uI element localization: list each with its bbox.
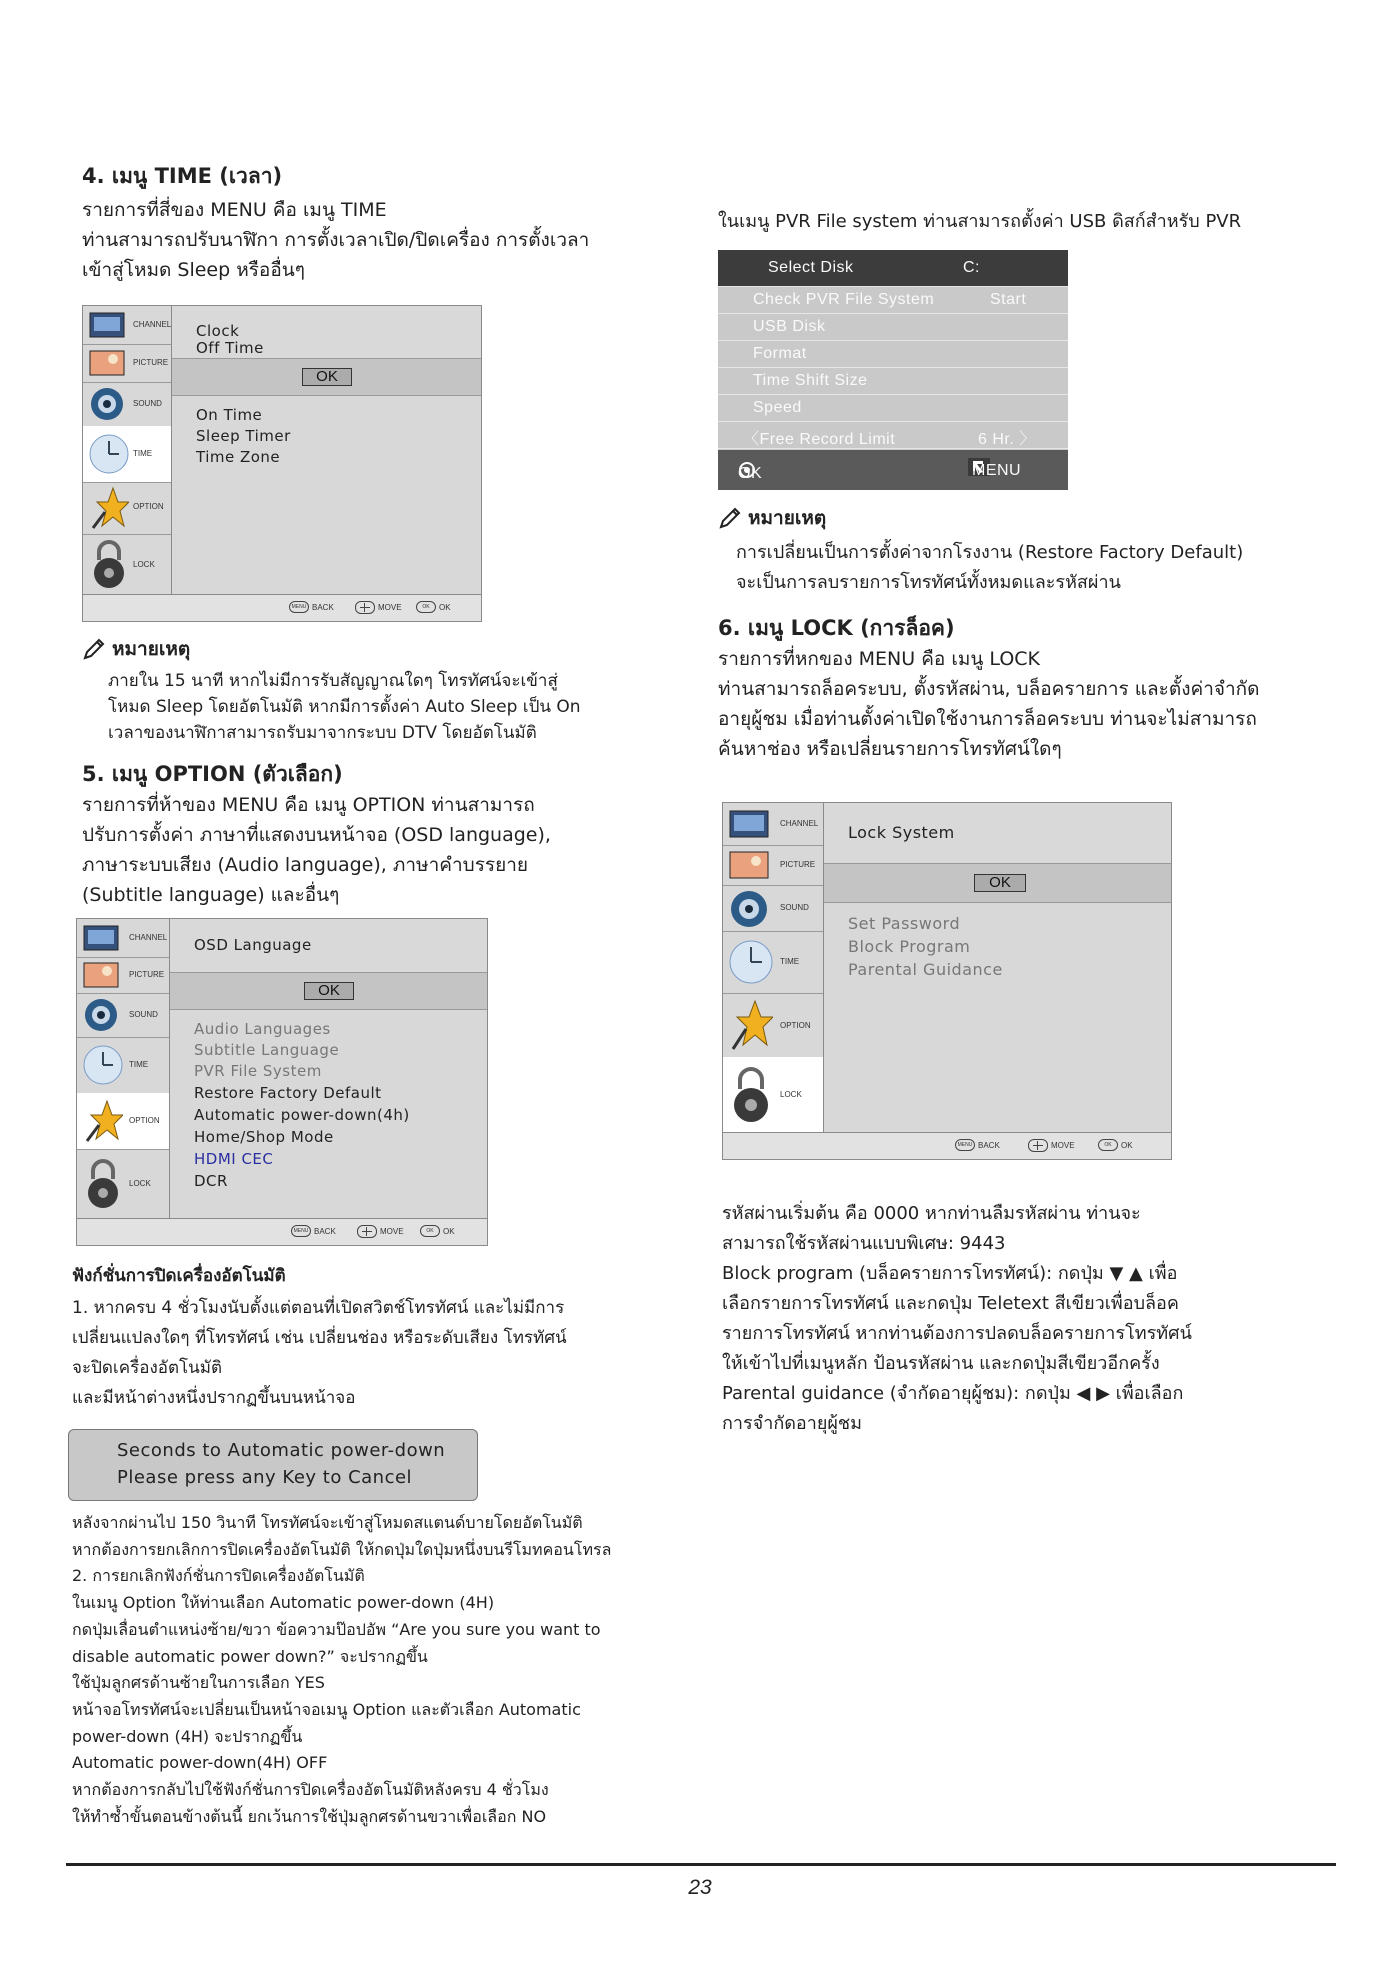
- menu-content: [824, 803, 1171, 1133]
- text-line: การจำกัดอายุผู้ชม: [722, 1413, 863, 1434]
- section-5-title: 5. เมนู OPTION (ตัวเลือก): [82, 762, 343, 786]
- ok-key-icon: OK: [416, 601, 436, 613]
- menu-item-block-program: Block Program: [848, 937, 971, 956]
- ok-hint: OK OK: [420, 1225, 455, 1237]
- page-number: 23: [688, 1876, 712, 1899]
- sidebar-item-lock: [83, 534, 171, 594]
- menu-key-icon: MENU: [955, 1139, 975, 1151]
- pvr-intro: ในเมนู PVR File system ท่านสามารถตั้งค่า USB ดิสก์สำหรับ PVR: [718, 211, 1242, 232]
- time-menu-screenshot: [82, 305, 482, 622]
- sidebar-item-sound: [723, 885, 823, 932]
- pvr-row-format: Format: [718, 341, 1068, 368]
- text-line: จะเป็นการลบรายการโทรทัศน์ทั้งหมดและรหัสผ่าน: [736, 572, 1121, 593]
- text-line: ท่านสามารถปรับนาฬิกา การตั้งเวลาเปิด/ปิดเครื่อง การตั้งเวลา: [82, 229, 590, 251]
- menu-ok-bar: [172, 359, 481, 396]
- power-down-popup: [68, 1429, 478, 1501]
- menu-item-time-zone: Time Zone: [196, 448, 281, 466]
- footer-rule: [66, 1863, 1336, 1866]
- menu-ok-bar: [824, 864, 1171, 903]
- pencil-icon: [718, 506, 742, 530]
- sidebar-label: TIME: [129, 1060, 149, 1069]
- menu-item-sleep-timer: Sleep Timer: [196, 427, 291, 445]
- menu-sidebar: [83, 306, 172, 595]
- note-1-title: หมายเหตุ: [82, 634, 190, 664]
- menu-item-clock: Clock: [196, 322, 240, 340]
- sidebar-label: CHANNEL: [133, 320, 172, 329]
- pvr-footer: [718, 450, 1068, 490]
- sidebar-label: PICTURE: [129, 970, 165, 979]
- lock-instructions: [722, 1199, 1192, 1439]
- text-line: (Subtitle language) และอื่นๆ: [82, 884, 340, 906]
- text-line: เปลี่ยนแปลงใดๆ ที่โทรทัศน์ เช่น เปลี่ยนช่อง หรือระดับเสียง โทรทัศน์: [72, 1328, 567, 1348]
- menu-item-parental-guidance: Parental Guidance: [848, 960, 1003, 979]
- text-line: 2. การยกเลิกฟังก์ชั่นการปิดเครื่องอัตโนมัติ: [72, 1566, 365, 1586]
- sidebar-item-lock: [723, 1057, 823, 1133]
- text-line: รายการโทรทัศน์ หากท่านต้องการปลดบล็อครายการโทรทัศน์: [722, 1323, 1192, 1344]
- ok-hint: OK OK: [416, 601, 451, 613]
- sidebar-item-picture: [83, 344, 171, 383]
- text-line: ให้ทำซ้ำขั้นตอนข้างต้นนี้ ยกเว้นการใช้ปุ่มลูกศรด้านขวาเพื่อเลือก NO: [72, 1806, 547, 1826]
- text-line: กดปุ่มเลื่อนตำแหน่งซ้าย/ขวา ข้อความป๊อปอัพ “Are you sure you want to: [72, 1619, 601, 1639]
- menu-item-pvr-file-system: PVR File System: [194, 1062, 322, 1080]
- section-4-title: 4. เมนู TIME (เวลา): [82, 164, 283, 188]
- sidebar-label: CHANNEL: [780, 819, 819, 828]
- text-line: รหัสผ่านเริ่มต้น คือ 0000 หากท่านลืมรหัสผ่าน ท่านจะ: [722, 1203, 1141, 1224]
- menu-item-on-time: On Time: [196, 406, 263, 424]
- move-hint: MOVE: [355, 601, 402, 614]
- text-line: หากต้องการกลับไปใช้ฟังก์ชั่นการปิดเครื่องอัตโนมัติหลังครบ 4 ชั่วโมง: [72, 1780, 549, 1800]
- pvr-row-select-disk: Select Disk C:: [718, 250, 1068, 287]
- sidebar-item-option: [83, 482, 171, 535]
- text-line: 1. หากครบ 4 ชั่วโมงนับตั้งแต่ตอนที่เปิดสวิตช์โทรทัศน์ และไม่มีการ: [72, 1298, 565, 1318]
- menu-item-set-password: Set Password: [848, 914, 961, 933]
- ok-key-icon: OK: [420, 1225, 440, 1237]
- text-line: จะปิดเครื่องอัตโนมัติ: [72, 1358, 222, 1378]
- menu-content: [172, 306, 481, 595]
- menu-item-home-shop-mode: Home/Shop Mode: [194, 1128, 334, 1146]
- text-line: โหมด Sleep โดยอัตโนมัติ หากมีการตั้งค่า Auto Sleep เป็น On: [108, 697, 581, 717]
- text-line: อายุผู้ชม เมื่อท่านตั้งค่าเปิดใช้งานการล็อคระบบ ท่านจะไม่สามารถ: [718, 708, 1257, 730]
- sidebar-item-time: [77, 1037, 169, 1094]
- text-line: รายการที่หกของ MENU คือ เมนู LOCK: [718, 648, 1041, 670]
- sidebar-item-option: [77, 1093, 169, 1150]
- text-line: รายการที่ห้าของ MENU คือ เมนู OPTION ท่านสามารถ: [82, 794, 535, 816]
- pvr-row-check: Check PVR File System Start: [718, 287, 1068, 314]
- ok-key-icon: OK: [1098, 1139, 1118, 1151]
- option-menu-screenshot: [76, 918, 488, 1246]
- speaker-icon: [729, 889, 769, 929]
- dpad-icon: [1028, 1139, 1048, 1152]
- speaker-icon: [89, 386, 125, 422]
- note-2-title: หมายเหตุ: [718, 503, 826, 533]
- speaker-icon: [83, 997, 119, 1033]
- lock-menu-screenshot: [722, 802, 1172, 1160]
- menu-key-icon: MENU: [291, 1225, 311, 1237]
- sidebar-label: PICTURE: [133, 358, 169, 367]
- section-4-text: [82, 195, 589, 285]
- text-line: การเปลี่ยนเป็นการตั้งค่าจากโรงงาน (Restore Factory Default): [736, 542, 1244, 563]
- text-line: ภาษาระบบเสียง (Audio language), ภาษาคำบรรยาย: [82, 854, 529, 876]
- text-line: Automatic power-down(4H) OFF: [72, 1753, 328, 1773]
- menu-item-osd-language: OSD Language: [194, 936, 312, 954]
- sidebar-label: SOUND: [780, 903, 809, 912]
- sidebar-item-time: [83, 426, 171, 483]
- star-icon: [83, 1099, 123, 1143]
- sidebar-item-channel: [77, 919, 169, 958]
- ok-button: OK: [302, 368, 352, 386]
- sidebar-label: CHANNEL: [129, 933, 168, 942]
- menu-item-lock-system: Lock System: [848, 823, 955, 842]
- pvr-row-free-record-limit: 〈Free Record Limit 6 Hr. 〉: [718, 422, 1068, 449]
- menu-item-subtitle-language: Subtitle Language: [194, 1041, 340, 1059]
- ok-button: OK: [304, 982, 354, 1000]
- note-1-text: [108, 668, 581, 746]
- ok-hint: OK OK: [1098, 1139, 1133, 1151]
- sidebar-label: OPTION: [133, 502, 164, 511]
- text-line: และมีหน้าต่างหนึ่งปรากฏขึ้นบนหน้าจอ: [72, 1388, 356, 1408]
- auto-power-down-text: [72, 1293, 567, 1413]
- pencil-icon: [82, 637, 106, 661]
- channel-icon: [729, 809, 769, 839]
- text-line: disable automatic power down?” จะปรากฏขึ้น: [72, 1646, 428, 1666]
- menu-top-box: [172, 306, 481, 359]
- clock-icon: [89, 432, 129, 476]
- sidebar-item-option: [723, 993, 823, 1058]
- popup-line-2: Please press any Key to Cancel: [117, 1467, 413, 1488]
- sidebar-item-picture: [723, 845, 823, 886]
- text-line: หลังจากผ่านไป 150 วินาที โทรทัศน์จะเข้าสู่โหมดสแตนด์บายโดยอัตโนมัติ: [72, 1513, 583, 1532]
- text-line: power-down (4H) จะปรากฏขึ้น: [72, 1726, 303, 1746]
- sidebar-label: SOUND: [129, 1010, 158, 1019]
- pvr-row-usb-disk: USB Disk: [718, 314, 1068, 341]
- text-line: ให้เข้าไปที่เมนูหลัก ป้อนรหัสผ่าน และกดปุ่มสีเขียวอีกครั้ง: [722, 1353, 1160, 1374]
- menu-ok-bar: [170, 973, 487, 1010]
- back-hint: MENU BACK: [955, 1139, 1000, 1151]
- dpad-icon: [357, 1225, 377, 1238]
- sidebar-item-picture: [77, 957, 169, 994]
- menu-top-box: [824, 803, 1171, 864]
- text-line: หากต้องการยกเลิกการปิดเครื่องอัตโนมัติ ให้กดปุ่มใดปุ่มหนึ่งบนรีโมทคอนโทรล: [72, 1539, 612, 1559]
- pvr-menu-hint: MENU: [968, 458, 990, 476]
- text-line: ในเมนู Option ให้ท่านเลือก Automatic power-down (4H): [72, 1593, 495, 1613]
- sidebar-item-channel: [83, 306, 171, 345]
- menu-footer: [723, 1132, 1171, 1159]
- text-line: รายการที่สี่ของ MENU คือ เมนู TIME: [82, 199, 387, 221]
- text-line: ภายใน 15 นาที หากไม่มีการรับสัญญาณใดๆ โทรทัศน์จะเข้าสู่: [108, 671, 558, 691]
- text-line: ค้นหาช่อง หรือเปลี่ยนรายการโทรทัศน์ใดๆ: [718, 738, 1062, 760]
- section-6-text: [718, 644, 1260, 764]
- sidebar-label: OPTION: [129, 1116, 160, 1125]
- picture-icon: [89, 349, 125, 377]
- clock-icon: [729, 937, 773, 987]
- menu-footer: [77, 1218, 487, 1245]
- sidebar-label: TIME: [780, 957, 800, 966]
- menu-item-off-time: Off Time: [196, 339, 264, 357]
- menu-item-restore-factory-default: Restore Factory Default: [194, 1084, 382, 1102]
- menu-item-automatic-power-down: Automatic power-down(4h): [194, 1106, 410, 1124]
- menu-key-icon: MENU: [289, 601, 309, 613]
- pvr-row-time-shift: Time Shift Size: [718, 368, 1068, 395]
- dpad-icon: [355, 601, 375, 614]
- padlock-icon: [89, 538, 129, 590]
- text-line: ใช้ปุ่มลูกศรด้านซ้ายในการเลือก YES: [72, 1673, 325, 1693]
- text-line: Block program (บล็อครายการโทรทัศน์): กดปุ่ม ▼ ▲ เพื่อ: [722, 1263, 1178, 1284]
- text-line: หน้าจอโทรทัศน์จะเปลี่ยนเป็นหน้าจอเมนู Option และตัวเลือก Automatic: [72, 1699, 581, 1719]
- padlock-icon: [729, 1065, 773, 1125]
- menu-item-dcr: DCR: [194, 1172, 228, 1190]
- sidebar-label: LOCK: [129, 1179, 151, 1188]
- move-hint: MOVE: [357, 1225, 404, 1238]
- section-6-title: 6. เมนู LOCK (การล็อค): [718, 616, 955, 640]
- sidebar-item-lock: [77, 1149, 169, 1219]
- sidebar-item-sound: [83, 382, 171, 427]
- sidebar-label: LOCK: [133, 560, 155, 569]
- back-hint: MENU BACK: [289, 601, 334, 613]
- section-5-text: [82, 790, 551, 910]
- clock-icon: [83, 1043, 123, 1087]
- text-line: เลือกรายการโทรทัศน์ และกดปุ่ม Teletext สีเขียวเพื่อบล็อค: [722, 1293, 1179, 1314]
- sidebar-item-sound: [77, 993, 169, 1038]
- text-line: เวลาของนาฬิกาสามารถรับมาจากระบบ DTV โดยอัตโนมัติ: [108, 723, 537, 743]
- star-icon: [729, 999, 773, 1051]
- sidebar-label: PICTURE: [780, 860, 816, 869]
- pvr-ok-hint: OK: [738, 461, 756, 479]
- menu-content: [170, 919, 487, 1219]
- menu-item-audio-languages: Audio Languages: [194, 1020, 331, 1038]
- popup-line-1: Seconds to Automatic power-down: [117, 1440, 446, 1461]
- sidebar-label: OPTION: [780, 1021, 811, 1030]
- text-line: สามารถใช้รหัสผ่านแบบพิเศษ: 9443: [722, 1233, 1006, 1254]
- channel-icon: [83, 924, 119, 952]
- pvr-file-system-menu: [718, 250, 1068, 490]
- sidebar-label: LOCK: [780, 1090, 802, 1099]
- menu-item-hdmi-cec: HDMI CEC: [194, 1150, 274, 1168]
- channel-icon: [89, 311, 125, 339]
- move-hint: MOVE: [1028, 1139, 1075, 1152]
- menu-footer: [83, 594, 481, 621]
- text-line: Parental guidance (จำกัดอายุผู้ชม): กดปุ่ม ◀ ▶ เพื่อเลือก: [722, 1383, 1184, 1404]
- menu-sidebar: [723, 803, 824, 1133]
- menu-sidebar: [77, 919, 170, 1219]
- menu-top-box: [170, 919, 487, 973]
- sidebar-label: SOUND: [133, 399, 162, 408]
- sidebar-item-time: [723, 931, 823, 994]
- pvr-row-speed: Speed: [718, 395, 1068, 422]
- text-line: เข้าสู่โหมด Sleep หรืออื่นๆ: [82, 259, 305, 281]
- sidebar-label: TIME: [133, 449, 153, 458]
- auto-power-down-title: ฟังก์ชั่นการปิดเครื่องอัตโนมัติ: [72, 1266, 286, 1286]
- auto-power-down-steps: [72, 1510, 611, 1830]
- picture-icon: [729, 850, 769, 880]
- back-hint: MENU BACK: [291, 1225, 336, 1237]
- text-line: ปรับการตั้งค่า ภาษาที่แสดงบนหน้าจอ (OSD language),: [82, 824, 551, 846]
- note-2-text: [736, 538, 1243, 598]
- text-line: ท่านสามารถล็อคระบบ, ตั้งรหัสผ่าน, บล็อครายการ และตั้งค่าจำกัด: [718, 678, 1260, 700]
- padlock-icon: [83, 1157, 123, 1211]
- sidebar-item-channel: [723, 803, 823, 846]
- picture-icon: [83, 961, 119, 989]
- ok-button: OK: [974, 874, 1026, 892]
- star-icon: [89, 486, 129, 530]
